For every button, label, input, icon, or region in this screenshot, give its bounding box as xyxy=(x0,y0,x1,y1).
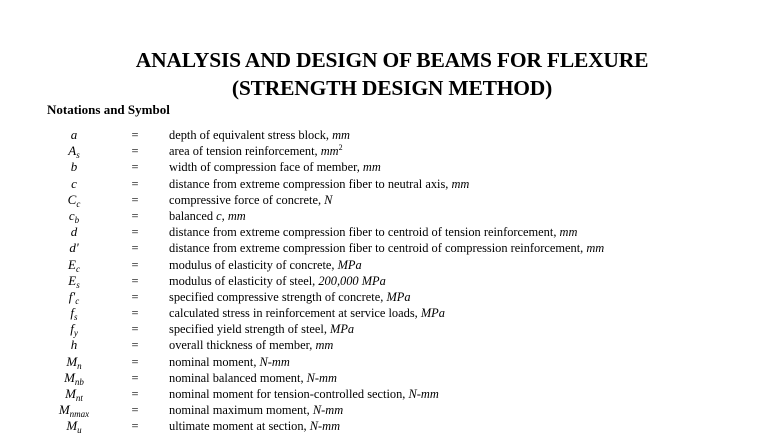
section-heading: Notations and Symbol xyxy=(47,102,170,117)
description-unit: c, mm xyxy=(216,208,246,223)
notation-symbol xyxy=(40,354,108,370)
description-text: depth of equivalent stress block, xyxy=(169,128,333,142)
notation-description xyxy=(169,402,343,418)
notation-description xyxy=(169,386,439,402)
description-text: width of compression face of member, xyxy=(169,160,363,175)
notation-row xyxy=(0,337,784,353)
symbol-base: A xyxy=(68,143,77,159)
notation-symbol xyxy=(40,257,108,273)
equals-sign: = xyxy=(131,144,139,159)
notation-row xyxy=(0,289,784,305)
equals-sign: = xyxy=(131,192,139,207)
notation-row xyxy=(0,386,784,402)
symbol-base: b xyxy=(70,159,78,175)
notation-symbol xyxy=(40,370,108,386)
equals-sign: = xyxy=(131,306,139,321)
symbol-base: M xyxy=(64,369,75,385)
symbol-base: M xyxy=(65,386,76,401)
description-text: modulus of elasticity of concrete, xyxy=(169,257,338,272)
description-text: calculated stress in reinforcement at service loads, xyxy=(169,306,421,321)
notation-row xyxy=(0,192,784,208)
description-text: specified yield strength of steel, xyxy=(169,322,331,337)
notation-row xyxy=(0,127,784,143)
description-text: distance from extreme compression fiber to centroid of tension reinforcement, xyxy=(169,225,560,240)
document-title-line-2: (STRENGTH DESIGN METHOD) xyxy=(231,76,553,100)
symbol-base: M xyxy=(58,402,70,418)
notation-row xyxy=(0,418,784,434)
notation-symbol xyxy=(40,386,108,402)
symbol-subscript: u xyxy=(77,425,82,436)
notation-symbol xyxy=(40,208,108,224)
notation-symbol xyxy=(40,273,108,289)
symbol-base: E xyxy=(68,256,76,272)
description-unit: mm xyxy=(451,176,470,191)
notation-row xyxy=(0,257,784,273)
description-unit: N-mm xyxy=(309,419,341,434)
notation-description xyxy=(169,159,381,175)
symbol-base: f' xyxy=(68,288,76,304)
notation-row xyxy=(0,354,784,370)
description-text: distance from extreme compression fiber to neutral axis, xyxy=(169,176,452,191)
notation-symbol xyxy=(40,305,108,321)
symbol-subscript: s xyxy=(74,312,78,323)
notation-row xyxy=(0,208,784,224)
description-text: distance from extreme compression fiber to centroid of compression reinforcement, xyxy=(169,241,587,256)
equals-sign: = xyxy=(131,419,139,434)
notation-description xyxy=(169,321,354,337)
symbol-subscript: nt xyxy=(75,393,83,403)
notation-description xyxy=(169,127,350,143)
equals-sign: = xyxy=(131,225,139,240)
notation-description xyxy=(169,240,604,256)
notation-list xyxy=(0,127,784,435)
equals-sign: = xyxy=(131,289,139,304)
description-unit: N-mm xyxy=(306,370,337,385)
notation-description xyxy=(169,143,343,159)
notation-symbol xyxy=(40,240,108,256)
symbol-base: M xyxy=(66,353,78,369)
symbol-base: c xyxy=(68,207,75,223)
notation-symbol xyxy=(40,418,108,434)
notation-symbol xyxy=(40,321,108,337)
symbol-base: a xyxy=(70,127,78,142)
notation-description xyxy=(169,192,332,208)
notation-description xyxy=(169,176,469,192)
equals-sign: = xyxy=(131,370,139,385)
symbol-base: c xyxy=(71,175,77,191)
notation-description xyxy=(169,354,290,370)
notation-description xyxy=(169,273,386,289)
equals-sign: = xyxy=(131,354,139,369)
description-unit: MPa xyxy=(386,289,411,304)
equals-sign: = xyxy=(131,322,139,337)
description-text: modulus of elasticity of steel, xyxy=(169,273,319,288)
description-unit: mm xyxy=(332,128,351,142)
symbol-base: f xyxy=(70,321,74,337)
equals-sign: = xyxy=(131,403,139,418)
symbol-subscript: nb xyxy=(74,376,84,387)
notation-symbol xyxy=(40,289,108,305)
equals-sign: = xyxy=(131,338,139,353)
notation-row xyxy=(0,273,784,289)
equals-sign: = xyxy=(131,241,139,256)
notation-row xyxy=(0,321,784,337)
document-title-line-1: ANALYSIS AND DESIGN OF BEAMS FOR FLEXURE xyxy=(135,48,649,72)
symbol-base: h xyxy=(70,337,78,353)
symbol-subscript: y xyxy=(73,328,78,339)
equals-sign: = xyxy=(131,208,139,223)
symbol-subscript: c xyxy=(75,295,80,306)
description-unit: mm xyxy=(586,241,605,256)
notation-symbol xyxy=(40,159,108,175)
symbol-subscript: b xyxy=(74,214,80,225)
description-text: specified compressive strength of concrete, xyxy=(169,289,387,304)
symbol-subscript: c xyxy=(76,198,81,209)
description-unit: N xyxy=(324,192,333,207)
description-unit: mm xyxy=(362,160,381,175)
symbol-subscript: nmax xyxy=(69,409,90,420)
description-unit: mm xyxy=(315,338,334,353)
description-unit: N-mm xyxy=(259,354,290,369)
description-unit: MPa xyxy=(420,306,445,321)
notation-row xyxy=(0,402,784,418)
equals-sign: = xyxy=(131,176,139,191)
description-unit: mm xyxy=(320,144,339,159)
notation-row xyxy=(0,176,784,192)
description-unit: N-mm xyxy=(408,387,439,401)
notation-symbol xyxy=(40,127,108,143)
notation-symbol xyxy=(40,192,108,208)
notation-row xyxy=(0,240,784,256)
description-text: balanced xyxy=(169,208,217,223)
equals-sign: = xyxy=(131,257,139,272)
description-unit: mm xyxy=(559,225,578,240)
symbol-base: E xyxy=(68,272,77,288)
notation-symbol xyxy=(40,402,108,418)
unit-superscript: 2 xyxy=(338,143,343,153)
description-unit: MPa xyxy=(337,257,362,272)
notation-row xyxy=(0,370,784,386)
description-text: area of tension reinforcement, xyxy=(169,144,321,159)
notation-description xyxy=(169,418,340,434)
notation-row xyxy=(0,224,784,240)
description-text: nominal moment for tension-controlled section, xyxy=(169,387,409,401)
description-unit: MPa xyxy=(330,322,355,337)
description-text: nominal balanced moment, xyxy=(169,370,307,385)
description-unit: N-mm xyxy=(312,403,344,418)
notation-description xyxy=(169,257,362,273)
symbol-subscript: c xyxy=(75,263,80,274)
notation-description xyxy=(169,208,246,224)
equals-sign: = xyxy=(131,387,139,401)
symbol-base: d' xyxy=(69,240,79,256)
description-text: nominal moment, xyxy=(169,354,260,369)
notation-row xyxy=(0,305,784,321)
equals-sign: = xyxy=(131,273,139,288)
symbol-subscript: s xyxy=(76,279,80,290)
notation-symbol xyxy=(40,224,108,240)
description-unit: 200,000 MPa xyxy=(318,273,386,288)
symbol-base: f xyxy=(70,305,75,321)
notation-symbol xyxy=(40,143,108,159)
equals-sign: = xyxy=(131,128,139,142)
notation-description xyxy=(169,224,577,240)
notation-description xyxy=(169,370,337,386)
symbol-subscript: s xyxy=(76,150,80,161)
equals-sign: = xyxy=(131,160,139,175)
symbol-base: M xyxy=(66,418,78,434)
notation-symbol xyxy=(40,176,108,192)
notation-description xyxy=(169,305,445,321)
notation-symbol xyxy=(40,337,108,353)
notation-row xyxy=(0,143,784,159)
notation-description xyxy=(169,289,411,305)
description-text: ultimate moment at section, xyxy=(169,419,310,434)
description-text: overall thickness of member, xyxy=(169,338,316,353)
description-text: compressive force of concrete, xyxy=(169,192,325,207)
symbol-subscript: n xyxy=(77,360,82,371)
symbol-base: d xyxy=(70,224,78,240)
notation-row xyxy=(0,159,784,175)
description-text: nominal maximum moment, xyxy=(169,403,313,418)
notation-description xyxy=(169,337,333,353)
symbol-base: C xyxy=(67,191,77,207)
